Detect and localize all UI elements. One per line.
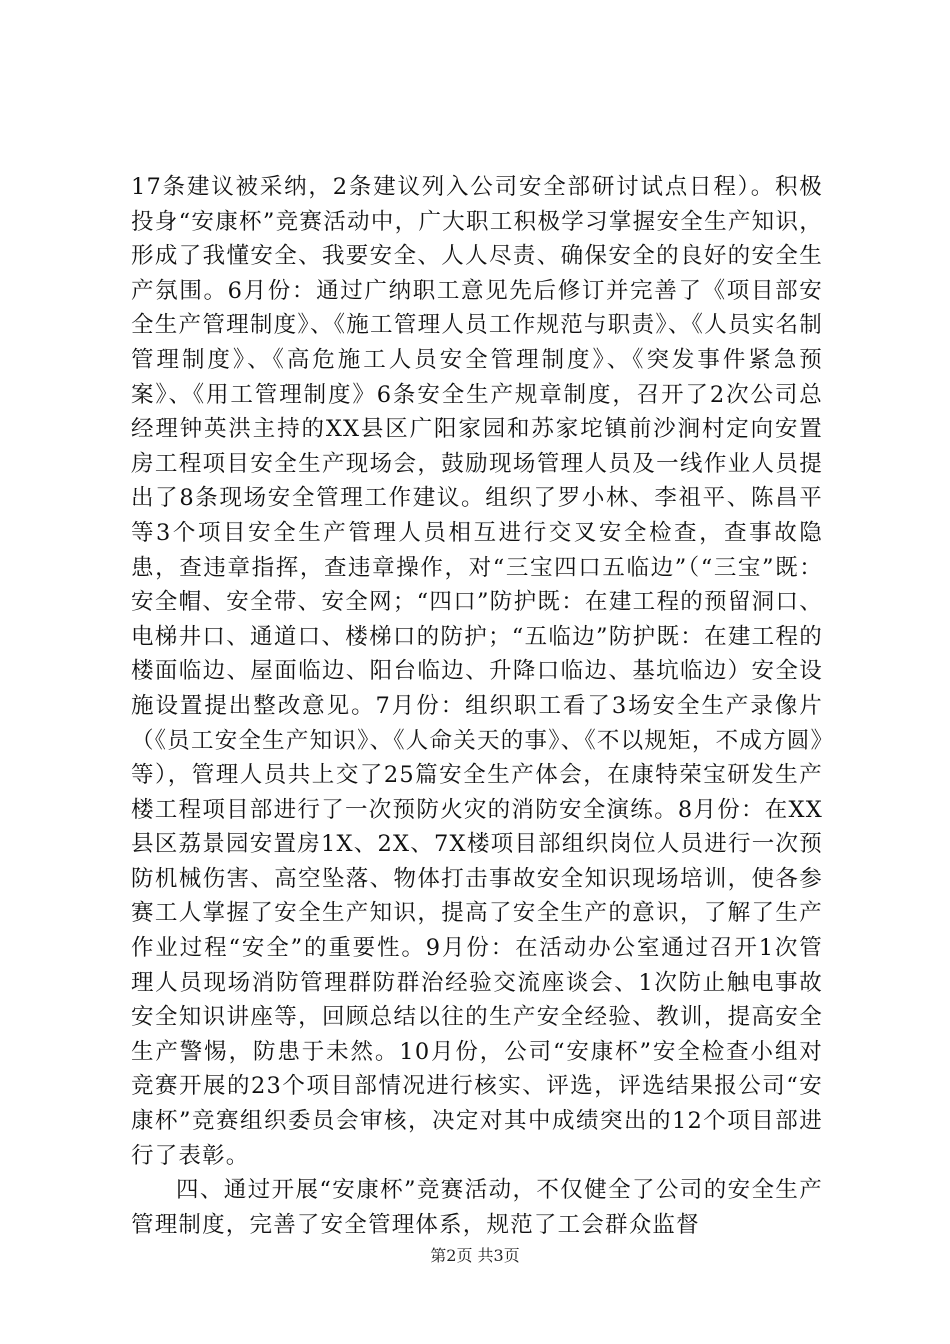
- page-footer: 第2页 共3页: [430, 1246, 520, 1265]
- paragraph-continued: 17条建议被采纳，2条建议列入公司安全部研讨试点日程）。积极投身“安康杯”竞赛活动中，广大职工积极学习掌握安全生产知识，形成了我懂安全、我要安全、人人尽责、确保安全的良好的安全生产氛围。6月份：通过广纳职工意见先后修订并完善了《项目部安全生产管理制度》、《施工管理人员工作规范与职责》、《人员实名制管理制度》、《高危施工人员安全管理制度》、《突发事件紧急预案》、《用工管理制度》6条安全生产规章制度，召开了2次公司总经理钟英洪主持的XX县区广阳家园和苏家坨镇前沙涧村定向安置房工程项目安全生产现场会，鼓励现场管理人员及一线作业人员提出了8条现场安全管理工作建议。组织了罗小林、李祖平、陈昌平等3个项目安全生产管理人员相互进行交叉安全检查，查事故隐患，查违章指挥，查违章操作，对“三宝四口五临边”（“三宝”既：安全帽、安全带、安全网；“四口”防护既：在建工程的预留洞口、电梯井口、通道口、楼梯口的防护；“五临边”防护既：在建工程的楼面临边、屋面临边、阳台临边、升降口临边、基坑临边）安全设施设置提出整改意见。7月份：组织职工看了3场安全生产录像片（《员工安全生产知识》、《人命关天的事》、《不以规矩，不成方圆》等），管理人员共上交了25篇安全生产体会，在康特荣宝研发生产楼工程项目部进行了一次预防火灾的消防安全演练。8月份：在XX县区荔景园安置房1X、2X、7X楼项目部组织岗位人员进行一次预防机械伤害、高空坠落、物体打击事故安全知识现场培训，使各参赛工人掌握了安全生产知识，提高了安全生产的意识，了解了生产作业过程“安全”的重要性。9月份：在活动办公室通过召开1次管理人员现场消防管理群防群治经验交流座谈会、1次防止触电事故安全知识讲座等，回顾总结以往的生产安全经验、教训，提高安全生产警惕，防患于未然。10月份，公司“安康杯”安全检查小组对竞赛开展的23个项目部情况进行核实、评选，评选结果报公司“安康杯”竞赛组织委员会审核，决定对其中成绩突出的12个项目部进行了表彰。: [131, 174, 823, 1169]
- paragraph-section-four: 四、通过开展“安康杯”竞赛活动，不仅健全了公司的安全生产管理制度，完善了安全管理体系，规范了工会群众监督: [131, 1177, 823, 1238]
- document-body: [131, 170, 823, 1242]
